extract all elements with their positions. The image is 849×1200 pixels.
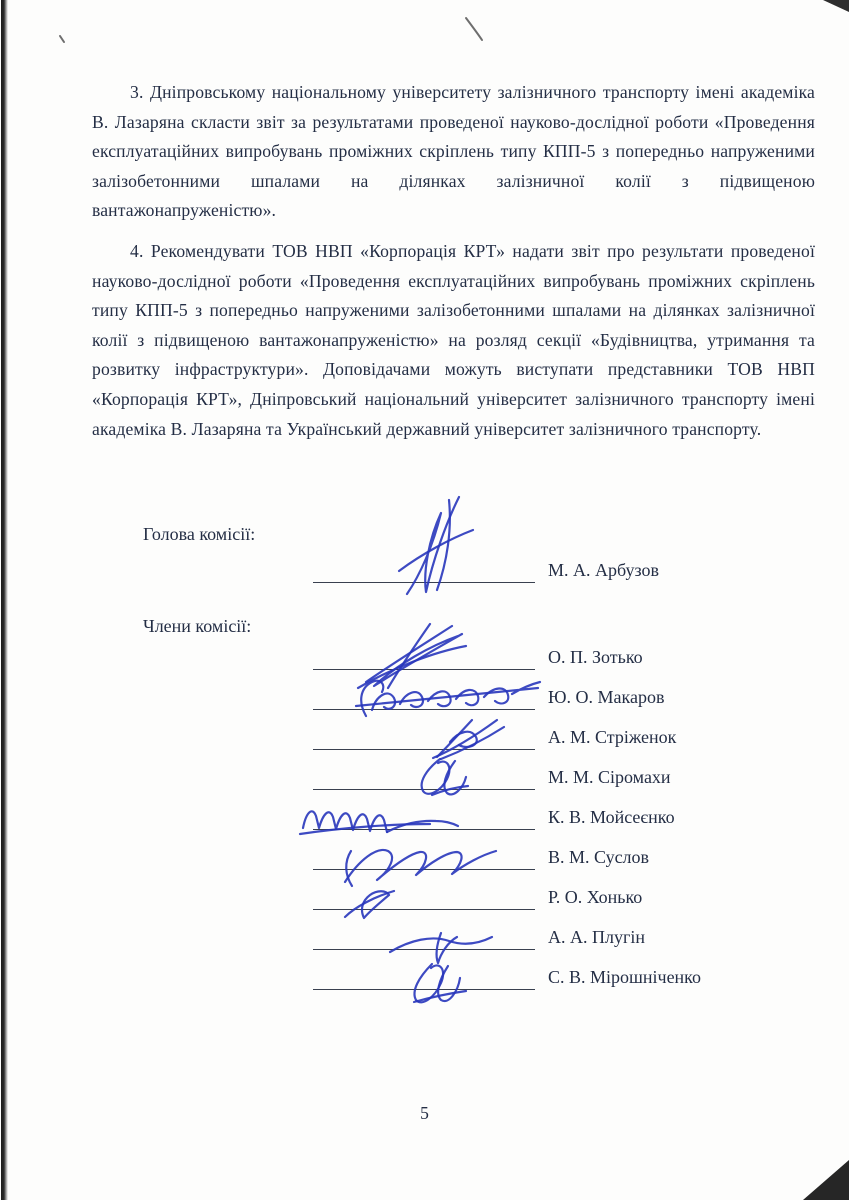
signature-row-member	[313, 844, 649, 870]
signature-line	[313, 643, 535, 670]
signature-row-member	[313, 804, 675, 830]
signature-line	[313, 803, 535, 830]
signature-line	[313, 683, 535, 710]
signature-row-member	[313, 964, 701, 990]
document-body	[92, 78, 815, 455]
signatory-name: В. М. Суслов	[548, 847, 650, 867]
signature-line	[313, 923, 535, 950]
pen-mark	[466, 18, 482, 40]
commission-members-label: Члени комісії:	[143, 616, 252, 636]
signature-row-head	[313, 557, 659, 583]
paragraph-item-3: 3. Дніпровському національному університету залізничного транспорту імені академіка В. Лазаряна скласти звіт за результатами проведеної науково-дослідної роботи «Проведення експлуатаційних випробувань проміжних скріплень типу КПП-5 з попередньо напруженими залізобетонними шпалами на ділянках залізничної колії з підвищеною вантажонапруженістю».	[92, 82, 815, 221]
signatory-name: А. М. Стріженок	[548, 727, 677, 747]
signature-row-member	[313, 724, 676, 750]
signature-row-member	[313, 644, 643, 670]
signature-line	[313, 963, 535, 990]
signatory-name: Р. О. Хонько	[548, 887, 643, 907]
signatory-name: Ю. О. Макаров	[548, 687, 665, 707]
signature-row-member	[313, 924, 645, 950]
signatory-name: А. А. Плугін	[548, 927, 645, 947]
signatory-name: С. В. Мірошніченко	[548, 967, 702, 987]
signature-row-member	[313, 764, 671, 790]
signature-ink	[414, 991, 466, 1002]
page-number: 5	[420, 1103, 429, 1123]
paragraph-item-4: 4. Рекомендувати ТОВ НВП «Корпорація КРТ» надати звіт про результати проведеної науково-дослідної роботи «Проведення експлуатаційних випробувань проміжних скріплень типу КПП-5 з попередньо напруженими залізобетонними шпалами на ділянках залізничної колії з підвищеною вантажонапруженістю» на розляд секції «Будівництва, утримання та розвитку інфраструктури». Доповідачами можуть виступати представники ТОВ НВП «Корпорація КРТ», Дніпровський національний університет залізничного транспорту імені академіка В. Лазаряна та Український державний університет залізничного транспорту.	[92, 240, 815, 439]
scan-corner-artifact-top	[823, 0, 849, 12]
signatory-name: О. П. Зотько	[548, 647, 643, 667]
scan-corner-artifact-bottom	[803, 1160, 849, 1200]
signatory-name: К. В. Мойсеєнко	[548, 807, 675, 827]
signatory-name: М. М. Сіромахи	[548, 767, 671, 787]
commission-head-label: Голова комісії:	[143, 524, 256, 544]
signature-line	[313, 883, 535, 910]
signature-line	[313, 763, 535, 790]
signatory-name: М. А. Арбузов	[548, 560, 659, 580]
pen-mark	[60, 36, 64, 42]
signature-row-member	[313, 884, 642, 910]
signature-line	[313, 556, 535, 583]
scan-edge-artifact	[1, 0, 8, 1200]
signature-line	[313, 843, 535, 870]
signature-line	[313, 723, 535, 750]
signature-row-member	[313, 684, 664, 710]
